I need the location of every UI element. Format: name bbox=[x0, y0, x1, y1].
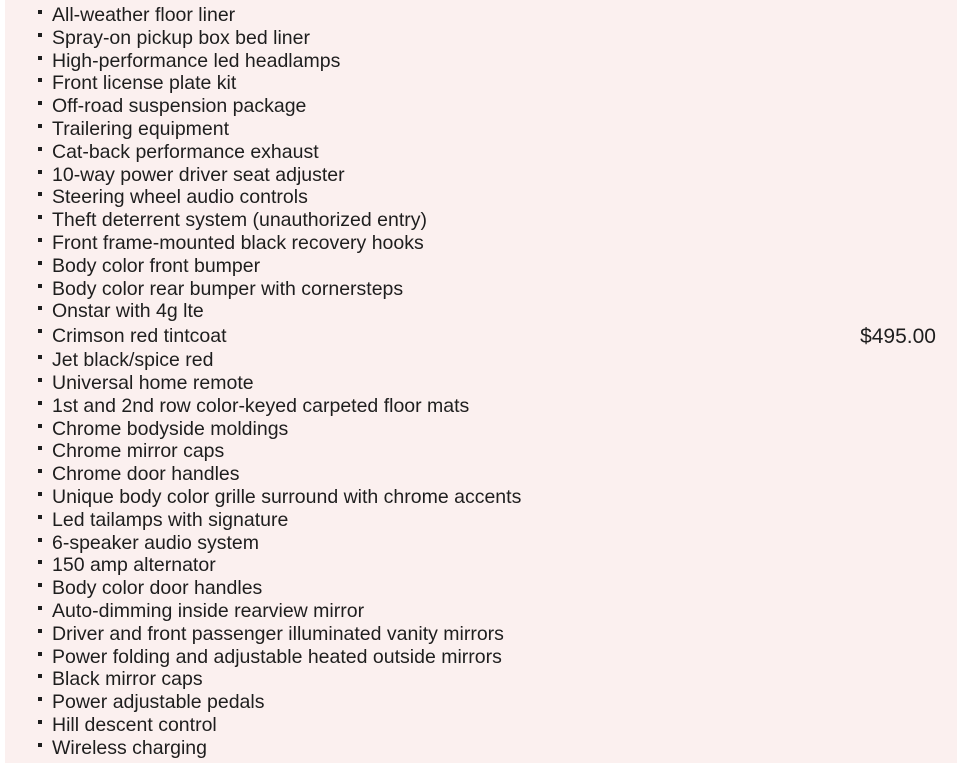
feature-item bbox=[5, 600, 521, 623]
feature-label: Theft deterrent system (unauthorized entry) bbox=[52, 209, 428, 232]
bullet-icon bbox=[38, 124, 42, 128]
feature-label: Black mirror caps bbox=[52, 668, 203, 691]
feature-label: 150 amp alternator bbox=[52, 554, 216, 577]
feature-item bbox=[5, 532, 521, 555]
bullet-icon bbox=[38, 355, 42, 359]
bullet-icon bbox=[38, 401, 42, 405]
feature-item bbox=[5, 668, 521, 691]
feature-label: Trailering equipment bbox=[52, 117, 230, 140]
feature-item bbox=[5, 554, 521, 577]
bullet-icon bbox=[38, 720, 42, 724]
feature-label: Jet black/spice red bbox=[52, 349, 214, 372]
feature-item bbox=[5, 95, 521, 118]
feature-item bbox=[5, 646, 521, 669]
feature-item bbox=[5, 509, 521, 532]
feature-item bbox=[5, 278, 521, 301]
feature-label: Driver and front passenger illuminated vanity mirrors bbox=[52, 622, 504, 645]
bullet-icon bbox=[38, 515, 42, 519]
feature-label: Power folding and adjustable heated outside mirrors bbox=[52, 645, 502, 668]
feature-item bbox=[5, 141, 521, 164]
feature-item bbox=[5, 300, 521, 323]
bullet-icon bbox=[38, 192, 42, 196]
feature-item bbox=[5, 72, 521, 95]
feature-label: 10-way power driver seat adjuster bbox=[52, 163, 345, 186]
feature-label: Power adjustable pedals bbox=[52, 691, 265, 714]
feature-label: Chrome door handles bbox=[52, 463, 240, 486]
feature-item bbox=[5, 118, 521, 141]
feature-label: Onstar with 4g lte bbox=[52, 300, 204, 323]
feature-item bbox=[5, 164, 521, 187]
bullet-icon bbox=[38, 215, 42, 219]
feature-label: Crimson red tintcoat bbox=[52, 325, 227, 348]
feature-item bbox=[5, 50, 521, 73]
bullet-icon bbox=[38, 560, 42, 564]
bullet-icon bbox=[38, 78, 42, 82]
feature-label: 6-speaker audio system bbox=[52, 531, 260, 554]
bullet-icon bbox=[38, 101, 42, 105]
bullet-icon bbox=[38, 583, 42, 587]
feature-label: Spray-on pickup box bed liner bbox=[52, 26, 310, 49]
bullet-icon bbox=[38, 424, 42, 428]
feature-item bbox=[5, 691, 521, 714]
feature-label: Chrome bodyside moldings bbox=[52, 417, 289, 440]
feature-label: High-performance led headlamps bbox=[52, 49, 341, 72]
bullet-icon bbox=[38, 56, 42, 60]
feature-label: Chrome mirror caps bbox=[52, 440, 225, 463]
feature-label: Unique body color grille surround with chrome accents bbox=[52, 485, 522, 508]
bullet-icon bbox=[38, 629, 42, 633]
feature-label: Auto-dimming inside rearview mirror bbox=[52, 599, 365, 622]
feature-item bbox=[5, 395, 521, 418]
feature-item bbox=[5, 372, 521, 395]
bullet-icon bbox=[38, 170, 42, 174]
feature-item bbox=[5, 323, 521, 349]
bullet-icon bbox=[38, 469, 42, 473]
bullet-icon bbox=[38, 538, 42, 542]
bullet-icon bbox=[38, 284, 42, 288]
bullet-icon bbox=[38, 697, 42, 701]
feature-item bbox=[5, 4, 521, 27]
feature-label: Front license plate kit bbox=[52, 72, 237, 95]
bullet-icon bbox=[38, 492, 42, 496]
feature-item bbox=[5, 440, 521, 463]
feature-item bbox=[5, 209, 521, 232]
feature-label: Steering wheel audio controls bbox=[52, 186, 308, 209]
package-price: $495.00 bbox=[860, 325, 936, 348]
feature-label: Body color rear bumper with cornersteps bbox=[52, 277, 404, 300]
feature-item bbox=[5, 486, 521, 509]
bullet-icon bbox=[38, 743, 42, 747]
feature-item bbox=[5, 186, 521, 209]
feature-item bbox=[5, 463, 521, 486]
feature-item bbox=[5, 232, 521, 255]
feature-item bbox=[5, 737, 521, 760]
feature-item bbox=[5, 27, 521, 50]
feature-label: Body color front bumper bbox=[52, 254, 261, 277]
feature-label: Universal home remote bbox=[52, 371, 254, 394]
feature-item bbox=[5, 418, 521, 441]
feature-list bbox=[5, 4, 521, 760]
bullet-icon bbox=[38, 261, 42, 265]
feature-label: Body color door handles bbox=[52, 577, 263, 600]
feature-item bbox=[5, 349, 521, 372]
feature-label: Hill descent control bbox=[52, 713, 217, 736]
bullet-icon bbox=[38, 33, 42, 37]
feature-label: Cat-back performance exhaust bbox=[52, 140, 319, 163]
feature-label: Wireless charging bbox=[52, 736, 207, 759]
feature-item bbox=[5, 623, 521, 646]
feature-label: 1st and 2nd row color-keyed carpeted floor mats bbox=[52, 394, 470, 417]
bullet-icon bbox=[38, 306, 42, 310]
feature-label: Led tailamps with signature bbox=[52, 508, 289, 531]
feature-item bbox=[5, 255, 521, 278]
feature-label: All-weather floor liner bbox=[52, 4, 236, 26]
bullet-icon bbox=[38, 378, 42, 382]
bullet-icon bbox=[38, 606, 42, 610]
bullet-icon bbox=[38, 147, 42, 151]
bullet-icon bbox=[38, 674, 42, 678]
bullet-icon bbox=[38, 238, 42, 242]
bullet-icon bbox=[38, 10, 42, 14]
bullet-icon bbox=[38, 652, 42, 656]
feature-item bbox=[5, 714, 521, 737]
bullet-icon bbox=[38, 446, 42, 450]
bullet-icon bbox=[38, 329, 42, 333]
feature-label: Front frame-mounted black recovery hooks bbox=[52, 231, 424, 254]
options-panel bbox=[5, 0, 957, 763]
feature-label: Off-road suspension package bbox=[52, 95, 307, 118]
feature-item bbox=[5, 577, 521, 600]
